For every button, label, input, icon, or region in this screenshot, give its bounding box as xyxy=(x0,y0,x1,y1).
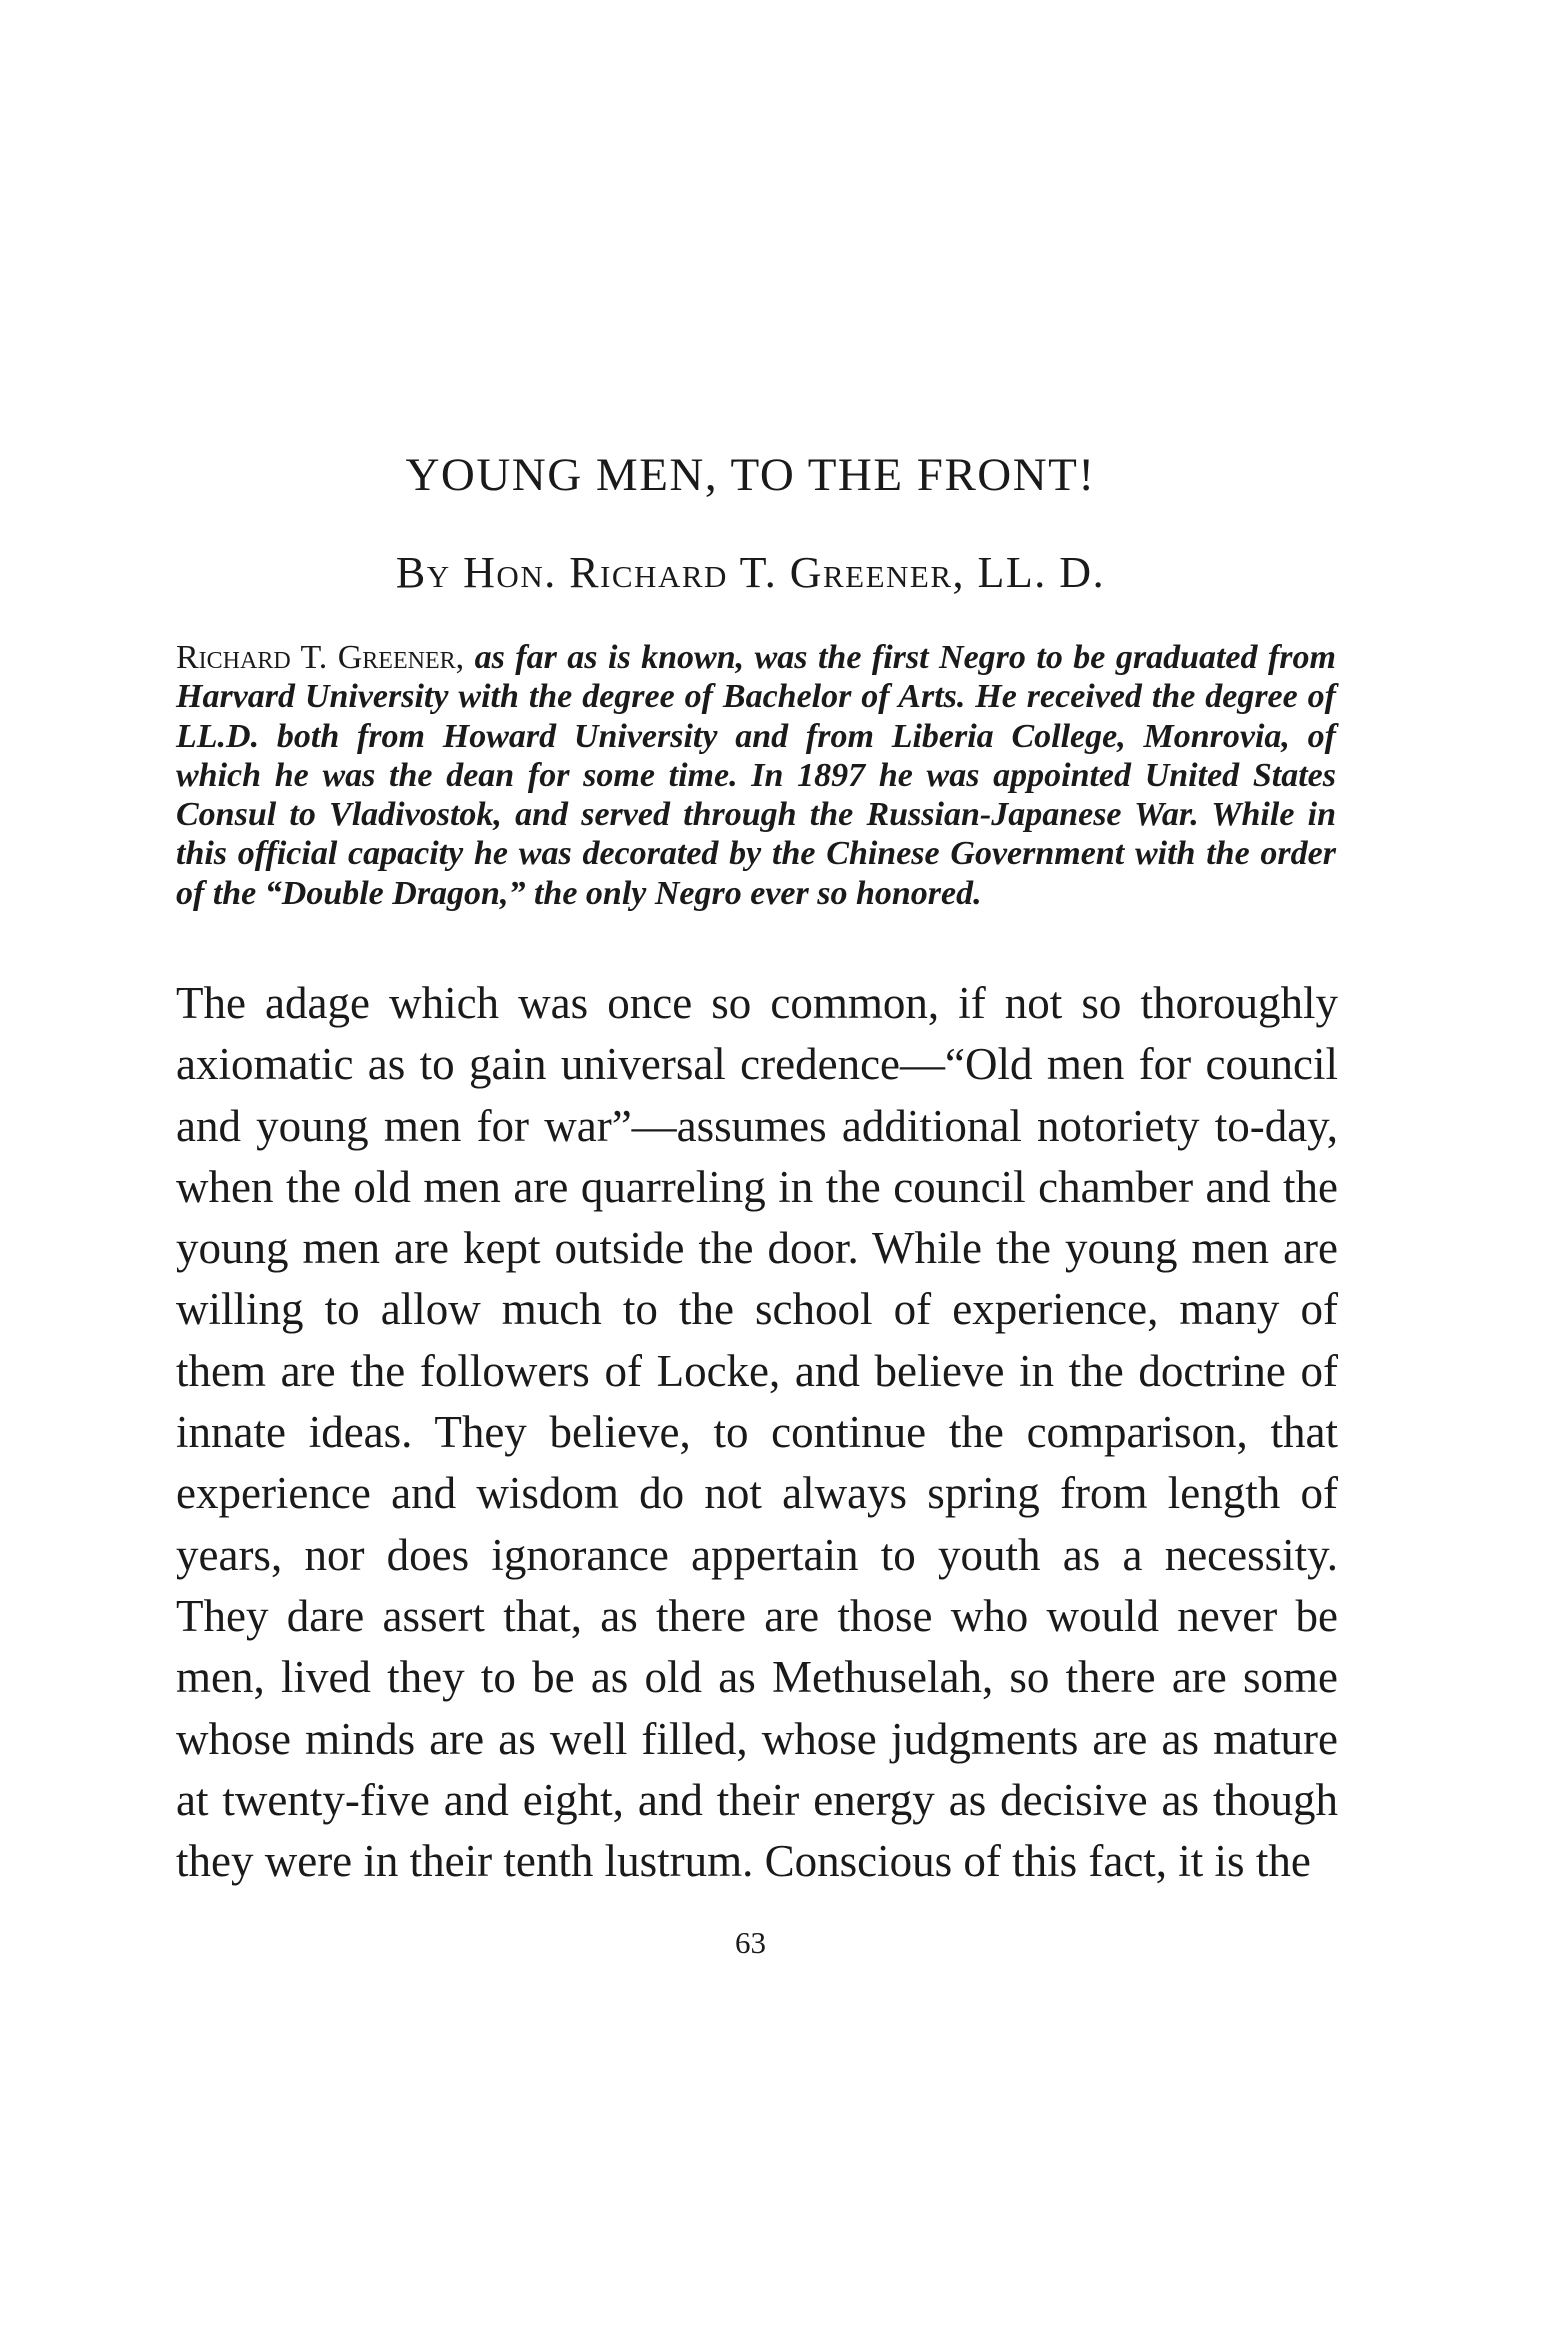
introduction-lead-name: Richard T. Greener, xyxy=(176,639,465,676)
page-number: 63 xyxy=(735,1925,766,1960)
article-title: YOUNG MEN, TO THE FRONT! xyxy=(405,449,1096,501)
author-byline: By Hon. Richard T. Greener, LL. D. xyxy=(395,548,1106,597)
author-introduction xyxy=(176,638,1336,913)
introduction-text: as far as is known, was the first Negro to be graduated from Harvard University with the degree of Bachelor of Arts. He received the degree of LL.D. both from Howard University and from Liberia College, Monrovia, of which he was the dean for some time. In 1897 he was appointed United States Consul to Vladivostok, and served through the Russian-Japanese War. While in this official capacity he was decorated by the Chinese Government with the order of the “Double Dragon,” the only Negro ever so honored. xyxy=(176,639,1336,912)
body-paragraph: The adage which was once so common, if not so thoroughly axiomatic as to gain universal credence—“Old men for council and young men for war”—assumes additional notoriety to-day, when the old men are quarreling in the council chamber and the young men are kept outside the door. While the young men are willing to allow much to the school of experience, many of them are the followers of Locke, and believe in the doctrine of innate ideas. They believe, to continue the comparison, that experience and wisdom do not always spring from length of years, nor does ignorance appertain to youth as a necessity. They dare assert that, as there are those who would never be men, lived they to be as old as Methuselah, so there are some whose minds are as well filled, whose judgments are as mature at twenty-five and eight, and their energy as decisive as though they were in their tenth lustrum. Conscious of this fact, it is the xyxy=(176,978,1338,1887)
